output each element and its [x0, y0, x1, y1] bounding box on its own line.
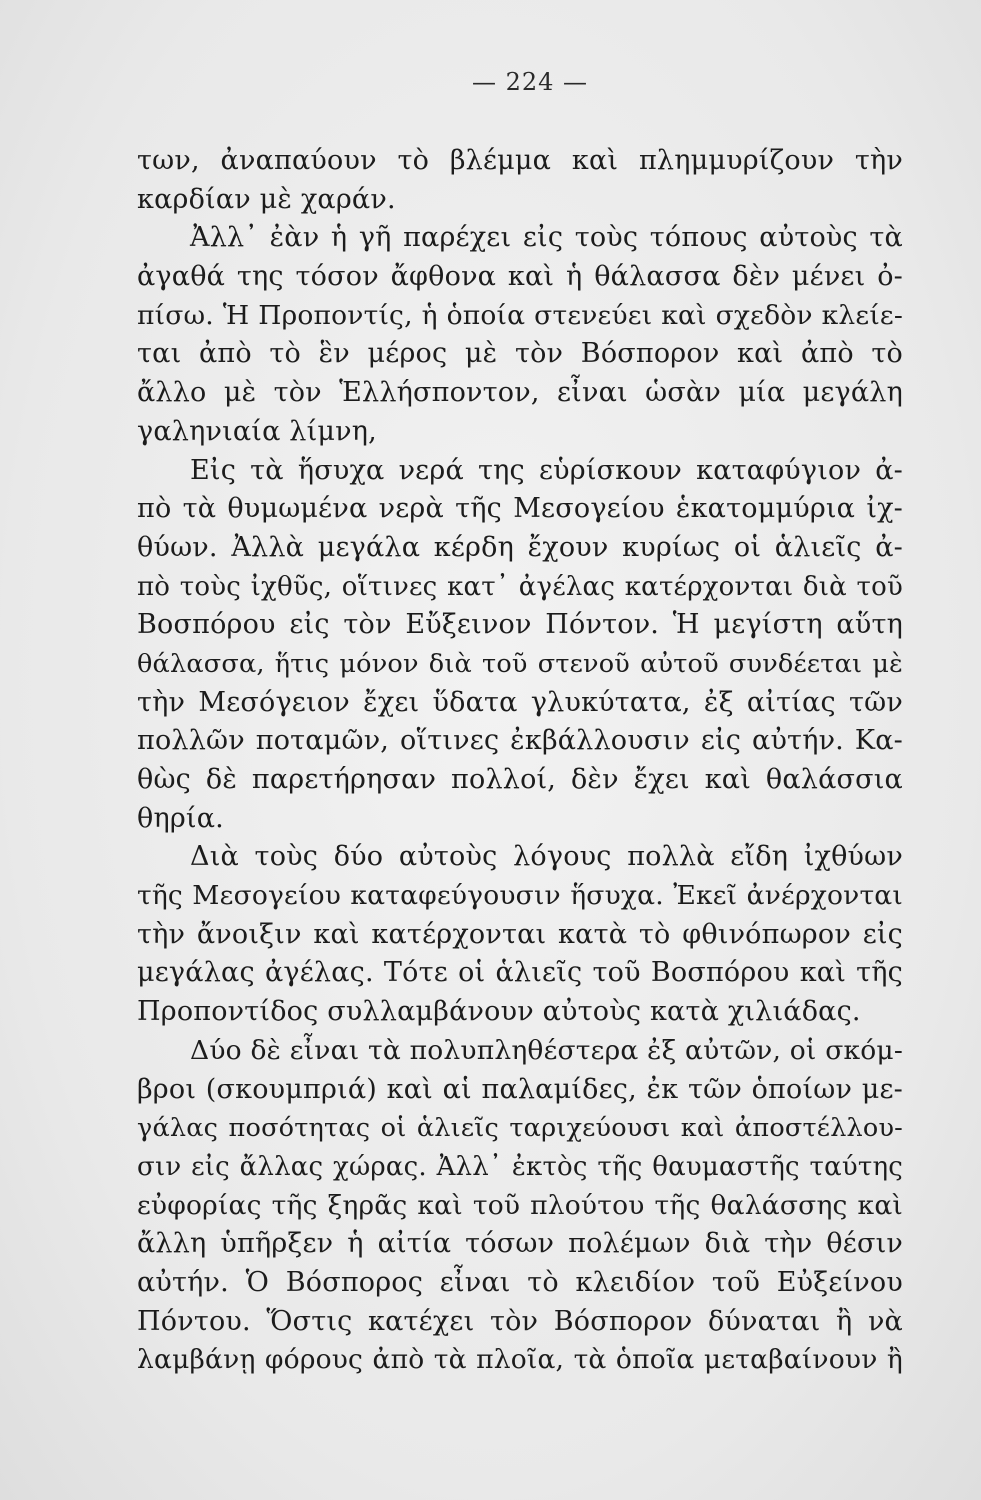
- text-line: Ἀλλ᾽ ἐὰν ἡ γῆ παρέχει εἰς τοὺς τόπους αὐτοὺς τὰ: [190, 222, 903, 254]
- text-line: σιν εἰς ἄλλας χώρας. Ἀλλ᾽ ἐκτὸς τῆς θαυμαστῆς ταύτης: [137, 1151, 903, 1182]
- text-line: ἄλλο μὲ τὸν Ἑλλήσποντον, εἶναι ὡσὰν μία μεγάλη: [137, 377, 903, 409]
- text-line: ται ἀπὸ τὸ ἓν μέρος μὲ τὸν Βόσπορον καὶ ἀπὸ τὸ: [137, 338, 903, 370]
- text-line: πὸ τὰ θυμωμένα νερὰ τῆς Μεσογείου ἑκατομμύρια ἰχ-: [137, 493, 903, 525]
- text-line: ἀγαθά της τόσον ἄφθονα καὶ ἡ θάλασσα δὲν μένει ὀ-: [137, 261, 903, 293]
- text-line: Προποντίδος συλλαμβάνουν αὐτοὺς κατὰ χιλιάδας.: [137, 996, 861, 1028]
- text-line: αὐτήν. Ὁ Βόσπορος εἶναι τὸ κλειδίον τοῦ Εὐξείνου: [137, 1266, 903, 1298]
- text-line: τῆς Μεσογείου καταφεύγουσιν ἥσυχα. Ἐκεῖ ἀνέρχονται: [137, 880, 903, 912]
- text-line: μεγάλας ἀγέλας. Τότε οἱ ἁλιεῖς τοῦ Βοσπόρου καὶ τῆς: [137, 957, 903, 989]
- text-line: γάλας ποσότητας οἱ ἁλιεῖς ταριχεύουσι καὶ ἀποστέλλου-: [137, 1113, 903, 1144]
- text-line: θύων. Ἀλλὰ μεγάλα κέρδη ἔχουν κυρίως οἱ ἁλιεῖς ἀ-: [137, 531, 903, 563]
- page-number: — 224 —: [471, 68, 589, 96]
- text-line: βροι (σκουμπριά) καὶ αἱ παλαμίδες, ἐκ τῶν ὁποίων με-: [137, 1073, 903, 1105]
- text-line: θηρία.: [137, 802, 224, 834]
- text-line: Βοσπόρου εἰς τὸν Εὔξεινον Πόντον. Ἡ μεγίστη αὕτη: [137, 609, 903, 641]
- text-line: εὐφορίας τῆς ξηρᾶς καὶ τοῦ πλούτου τῆς θαλάσσης καὶ: [137, 1189, 903, 1221]
- text-line: Εἰς τὰ ἥσυχα νερά της εὑρίσκουν καταφύγιον ἀ-: [190, 454, 903, 486]
- text-line: τὴν Μεσόγειον ἔχει ὕδατα γλυκύτατα, ἐξ αἰτίας τῶν: [137, 686, 903, 718]
- text-line: πολλῶν ποταμῶν, οἵτινες ἐκβάλλουσιν εἰς αὐτήν. Κα-: [137, 725, 903, 757]
- text-line: των, ἀναπαύουν τὸ βλέμμα καὶ πλημμυρίζουν τὴν: [137, 145, 903, 176]
- text-line: γαληνιαία λίμνη,: [137, 415, 377, 447]
- text-line: θὼς δὲ παρετήρησαν πολλοί, δὲν ἔχει καὶ θαλάσσια: [137, 764, 903, 795]
- text-line: Διὰ τοὺς δύο αὐτοὺς λόγους πολλὰ εἴδη ἰχθύων: [190, 841, 903, 873]
- text-line: τὴν ἄνοιξιν καὶ κατέρχονται κατὰ τὸ φθινόπωρον εἰς: [137, 918, 903, 950]
- body-text: [137, 142, 903, 1380]
- text-line: λαμβάνῃ φόρους ἀπὸ τὰ πλοῖα, τὰ ὁποῖα μεταβαίνουν ἢ: [137, 1344, 903, 1376]
- text-line: Δύο δὲ εἶναι τὰ πολυπληθέστερα ἐξ αὐτῶν, οἱ σκόμ-: [190, 1034, 903, 1066]
- text-line: πίσω. Ἡ Προποντίς, ἡ ὁποία στενεύει καὶ σχεδὸν κλείε-: [137, 299, 903, 331]
- text-line: πὸ τοὺς ἰχθῦς, οἵτινες κατ᾽ ἀγέλας κατέρχονται διὰ τοῦ: [137, 571, 903, 602]
- text-line: θάλασσα, ἥτις μόνον διὰ τοῦ στενοῦ αὐτοῦ συνδέεται μὲ: [137, 648, 903, 679]
- text-line: Πόντου. Ὅστις κατέχει τὸν Βόσπορον δύναται ἢ νὰ: [137, 1305, 903, 1337]
- text-line: ἄλλη ὑπῆρξεν ἡ αἰτία τόσων πολέμων διὰ τὴν θέσιν: [137, 1228, 903, 1260]
- text-line: καρδίαν μὲ χαράν.: [137, 183, 396, 215]
